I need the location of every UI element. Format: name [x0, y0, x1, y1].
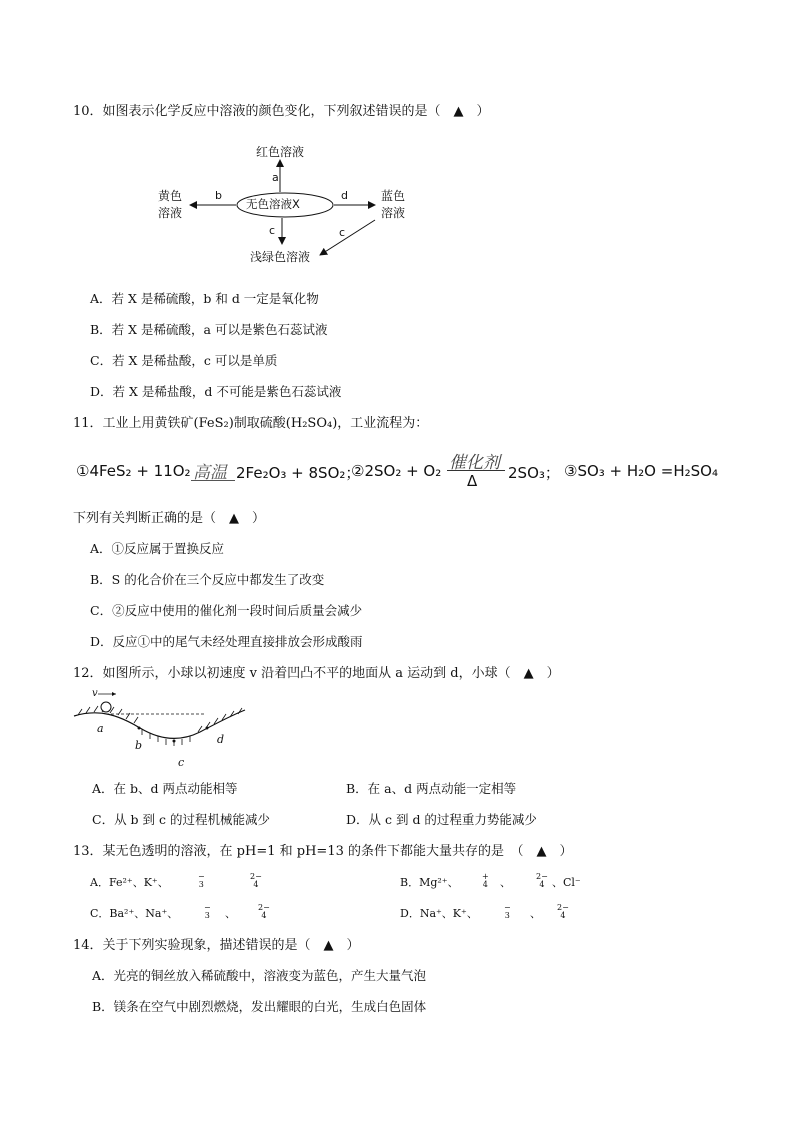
arrow-b-label: b [215, 189, 222, 202]
eq1-condition: 高温 [193, 463, 227, 483]
q13-b-ion-2: 2− 4 [536, 872, 548, 889]
eq1-left: ①4FeS₂ + 11O₂ [76, 462, 191, 480]
diagram-left-label-2: 溶液 [158, 206, 183, 220]
q13-d-ion-2: 2− 4 [557, 903, 569, 920]
q10-stem: 10．如图表示化学反应中溶液的颜色变化，下列叙述错误的是（ ▲ ） [73, 104, 490, 119]
q11-stem: 11．工业上用黄铁矿(FeS₂)制取硫酸(H₂SO₄)，工业流程为： [73, 416, 429, 431]
q13-stem: 13．某无色透明的溶液，在 pH=1 和 pH=13 的条件下都能大量共存的是 （ ▲ ） [73, 844, 573, 859]
arrow-d-label: d [341, 189, 348, 202]
arrow-c-label: c [269, 224, 276, 237]
q13-option-c: C．Ba²⁺、Na⁺、 [90, 907, 179, 920]
arrow-diagonal [320, 220, 375, 255]
eq2-right: 2SO₃； [508, 464, 560, 482]
q13-option-a: A．Fe²⁺、K⁺、 [90, 876, 169, 889]
q12-option-c: C．从 b 到 c 的过程机械能减少 [92, 812, 270, 827]
q13-c-sep: 、 [225, 907, 236, 920]
q11-option-a: A．①反应属于置换反应 [90, 541, 225, 556]
label-v: v [92, 688, 98, 699]
q14-option-a: A．光亮的铜丝放入稀硫酸中，溶液变为蓝色，产生大量气泡 [92, 968, 427, 983]
q13-d-sep: 、 [530, 907, 541, 920]
label-a: a [97, 722, 104, 735]
q11-option-b: B．S 的化合价在三个反应中都发生了改变 [90, 572, 325, 587]
q13-b-ion-1: + 4 [482, 872, 489, 889]
q13-option-d: D．Na⁺、K⁺、 [400, 907, 478, 920]
q12-option-a: A．在 b、d 两点动能相等 [92, 781, 238, 796]
diagram-right-label-2: 溶液 [381, 206, 406, 220]
q12-stem: 12．如图所示，小球以初速度 v 沿着凹凸不平的地面从 a 运动到 d，小球（ ▲ ） [73, 666, 560, 681]
eq1-right: 2Fe₂O₃ + 8SO₂； [236, 464, 361, 482]
q11-equations [76, 454, 736, 494]
q10-option-c: C．若 X 是稀盐酸，c 可以是单质 [90, 353, 278, 368]
eq2-condition-top: 催化剂 [449, 453, 500, 473]
label-d: d [217, 733, 225, 746]
q12-option-b: B．在 a、d 两点动能一定相等 [346, 781, 517, 796]
q10-option-d: D．若 X 是稀盐酸，d 不可能是紫色石蕊试液 [90, 384, 342, 399]
label-b: b [135, 739, 143, 752]
ball [101, 702, 111, 712]
q10-option-a: A．若 X 是稀硫酸，b 和 d 一定是氧化物 [90, 291, 319, 306]
q10-option-b: B．若 X 是稀硫酸，a 可以是紫色石蕊试液 [90, 322, 328, 337]
q11-option-d: D．反应①中的尾气未经处理直接排放会形成酸雨 [90, 634, 363, 649]
eq2-left: ②2SO₂ + O₂ [351, 462, 442, 480]
eq1-condition-line [191, 480, 235, 481]
diagram-left-label-1: 黄色 [158, 189, 183, 203]
q13-a-ion-2: 2− 4 [250, 872, 262, 889]
q13-d-ion-1: − 3 [504, 903, 511, 920]
q13-b-sep: 、 [500, 876, 511, 889]
diagram-top-label: 红色溶液 [256, 145, 305, 159]
q14-stem: 14．关于下列实验现象，描述错误的是（ ▲ ） [73, 938, 360, 953]
diagram-right-label-1: 蓝色 [381, 189, 406, 203]
eq3: ③SO₃ + H₂O =H₂SO₄ [564, 462, 718, 480]
label-c: c [178, 756, 185, 769]
q13-c-ion-2: 2− 4 [258, 903, 270, 920]
q13-option-b: B．Mg²⁺、 [400, 876, 459, 889]
q11-sub-stem: 下列有关判断正确的是（ ▲ ） [73, 511, 265, 526]
q11-option-c: C．②反应中使用的催化剂一段时间后质量会减少 [90, 603, 363, 618]
arrow-a-label: a [272, 171, 279, 184]
arrow-c2-label: c [339, 226, 346, 239]
q13-b-tail: 、Cl⁻ [552, 876, 581, 889]
q14-option-b: B．镁条在空气中剧烈燃烧，发出耀眼的白光，生成白色固体 [92, 999, 427, 1014]
q12-option-d: D．从 c 到 d 的过程重力势能减少 [346, 812, 537, 827]
q13-c-ion-1: − 3 [204, 903, 211, 920]
diagram-center-label: 无色溶液X [246, 197, 300, 211]
diagram-bottom-label: 浅绿色溶液 [250, 250, 311, 264]
eq2-condition-bottom: Δ [467, 472, 478, 490]
q13-a-ion-1: − 3 [198, 872, 205, 889]
eq2-condition-line [447, 470, 505, 471]
